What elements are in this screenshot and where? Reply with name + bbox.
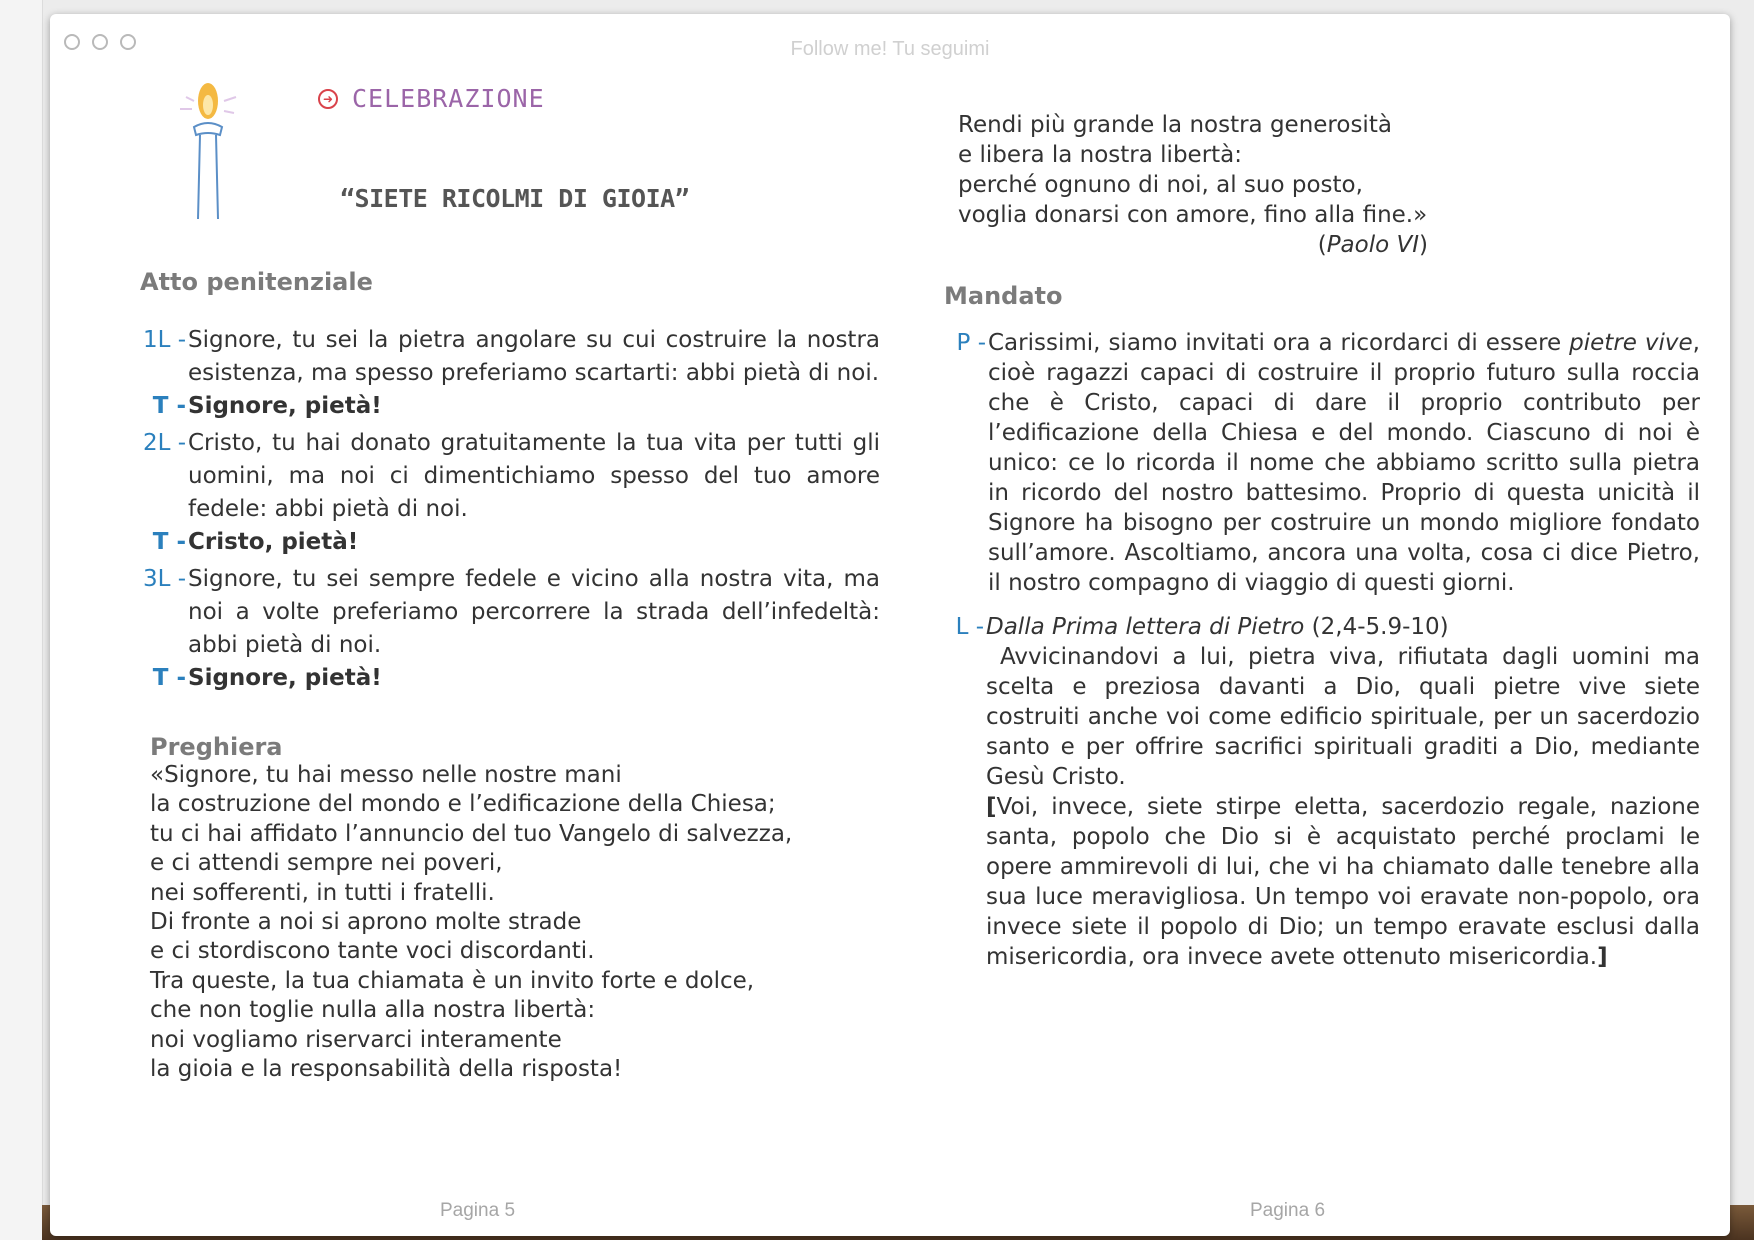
prayer-line: tu ci hai affidato l’annuncio del tuo Vangelo di salvezza, <box>150 820 793 847</box>
window-title: Follow me! Tu seguimi <box>790 38 990 60</box>
left-page <box>140 268 880 1084</box>
right-page <box>940 110 1700 972</box>
arrow-right-icon: ➜ <box>318 89 338 109</box>
prayer-response <box>140 662 880 695</box>
reading-paragraph: [Voi, invece, siete stirpe eletta, sacerdozio regale, nazione santa, popolo che Dio si è acquistato perché proclami le opere ammirevoli di lui, che vi ha chiamato dalle tenebre alla sua luce meravigliosa. Un tempo voi eravate non-popolo, ora invece siete il popolo di Dio; un tempo eravate esclusi dalla misericordia, ora invece avete ottenuto misericordia.] <box>986 794 1700 970</box>
preghiera-heading: Preghiera <box>150 733 283 761</box>
prayer-line: che non toglie nulla alla nostra libertà: <box>150 997 596 1024</box>
prayer-line: voglia donarsi con amore, fino alla fine.» <box>958 202 1428 228</box>
item-code: L - <box>955 614 984 640</box>
item-text: Signore, pietà! <box>188 393 382 419</box>
item-text: Signore, pietà! <box>188 665 382 691</box>
candle-icon <box>150 79 270 229</box>
celebration-title: “SIETE RICOLMI DI GIOIA” <box>340 184 690 213</box>
item-code: 2L - <box>142 430 186 456</box>
prayer-item <box>140 427 880 526</box>
item-text: Cristo, pietà! <box>188 529 359 555</box>
viewer-window <box>50 14 1730 1236</box>
prayer-line: e ci stordiscono tante voci discordanti. <box>150 938 595 965</box>
reading-item <box>940 612 1700 972</box>
prayer-line: e ci attendi sempre nei poveri, <box>150 850 503 877</box>
prayer-response <box>140 526 880 559</box>
reading-paragraph: Avvicinandovi a lui, pietra viva, rifiutata dagli uomini ma scelta e preziosa davanti a Dio, quali pietre vive siete costruiti anche voi come edificio spirituale, per un sacerdozio santo e per offrire sacrifici spirituali graditi a Dio, mediante Gesù Cristo. <box>986 644 1700 790</box>
item-code: 3L - <box>142 566 186 592</box>
item-text: Signore, tu sei sempre fedele e vicino alla nostra vita, ma noi a volte preferiamo percorrere la strada dell’infedeltà: abbi pietà di noi. <box>188 566 880 658</box>
prayer-line: noi vogliamo riservarci interamente <box>150 1026 562 1053</box>
item-code: P - <box>956 330 986 356</box>
mandato-heading: Mandato <box>944 282 1063 310</box>
prayer-line: «Signore, tu hai messo nelle nostre mani <box>150 762 622 788</box>
prayer-continuation <box>940 110 1700 260</box>
preghiera-block <box>140 733 880 1084</box>
reading-reference: Dalla Prima lettera di Pietro (2,4-5.9-10) <box>986 614 1449 640</box>
item-text: Cristo, tu hai donato gratuitamente la tua vita per tutti gli uomini, ma noi ci dimentichiamo spesso del tuo amore fedele: abbi pietà di noi. <box>188 430 880 522</box>
prayer-line: la gioia e la responsabilità della risposta! <box>150 1056 623 1083</box>
preghiera-text <box>150 761 880 1084</box>
prayer-line: la costruzione del mondo e l’edificazione della Chiesa; <box>150 791 776 818</box>
prayer-line: Rendi più grande la nostra generosità <box>958 112 1392 138</box>
page-number-right: Pagina 6 <box>1250 1200 1326 1221</box>
prayer-line: e libera la nostra libertà: <box>958 142 1243 168</box>
atto-heading: Atto penitenziale <box>140 268 373 296</box>
prayer-response <box>140 390 880 423</box>
item-text: Carissimi, siamo invitati ora a ricordarci di essere pietre vive, cioè ragazzi capaci di costruire il proprio futuro sulla roccia che è Cristo, capaci di dare il proprio contributo per l’edificazione della Chiesa e del mondo. Ciascuno di noi è unico: ce lo ricorda il nome che abbiamo scritto sulla pietra in ricordo del nostro battesimo. Proprio di questa unicità il Signore ha bisogno per costruire un mondo migliore fondato sull’amore. Ascoltiamo, ancora una volta, cosa ci dice Pietro, il nostro compagno di viaggio di questi giorni. <box>988 330 1700 596</box>
prayer-line: nei sofferenti, in tutti i fratelli. <box>150 879 495 906</box>
page-number-left: Pagina 5 <box>440 1200 516 1221</box>
mandato-item <box>940 328 1700 598</box>
item-code: T - <box>152 665 186 691</box>
item-text: Signore, tu sei la pietra angolare su cui costruire la nostra esistenza, ma spesso preferiamo scartarti: abbi pietà di noi. <box>188 327 880 386</box>
prayer-line: perché ognuno di noi, al suo posto, <box>958 172 1363 198</box>
prayer-author: (Paolo VI) <box>1317 232 1428 258</box>
item-code: T - <box>152 529 186 555</box>
prayer-item <box>140 324 880 390</box>
section-label: CELEBRAZIONE <box>352 84 545 113</box>
background-strip <box>0 0 43 1240</box>
prayer-line: Di fronte a noi si aprono molte strade <box>150 909 582 936</box>
item-code: 1L - <box>142 327 186 353</box>
reading-content <box>986 612 1700 972</box>
prayer-item <box>140 563 880 662</box>
prayer-line: Tra queste, la tua chiamata è un invito forte e dolce, <box>150 967 755 994</box>
item-code: T - <box>152 393 186 419</box>
section-tag <box>318 84 545 113</box>
